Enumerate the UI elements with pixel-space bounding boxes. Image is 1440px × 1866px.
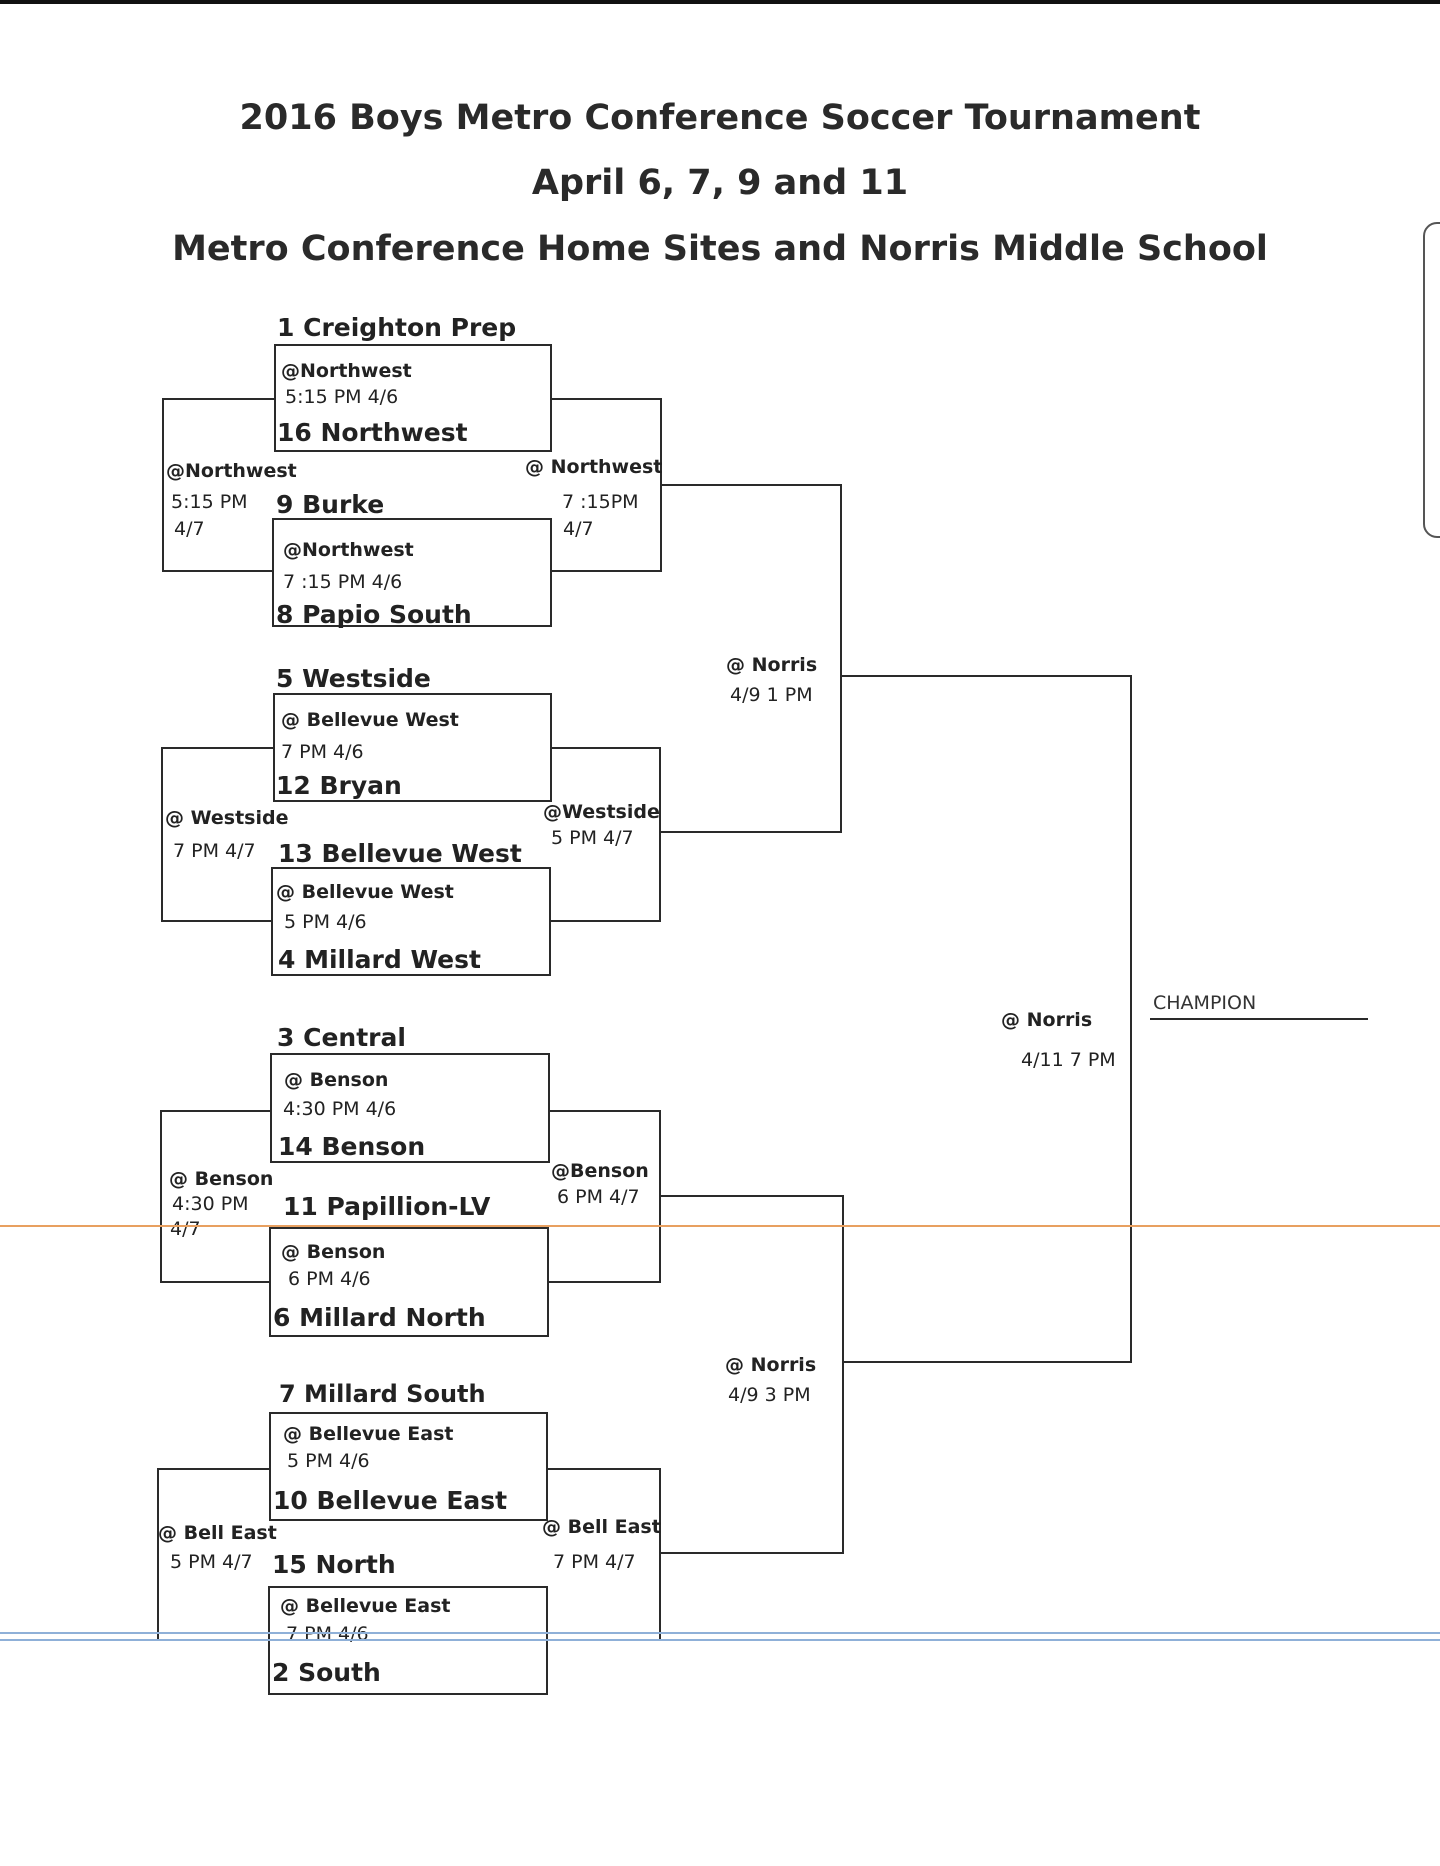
final-site: @ Norris — [1001, 1009, 1093, 1031]
tournament-venue: Metro Conference Home Sites and Norris Middle School — [172, 229, 1268, 269]
match-site: @Northwest — [281, 360, 412, 382]
seed-3-team: 3 Central — [277, 1023, 406, 1052]
round2-time: 7 :15PM — [562, 491, 639, 513]
round2-site: @Westside — [543, 801, 660, 823]
seed-7-team: 7 Millard South — [279, 1380, 486, 1408]
semifinal-time: 4/9 3 PM — [728, 1384, 811, 1406]
round2-time: 7 PM 4/7 — [173, 840, 256, 862]
round2-site: @ Benson — [169, 1168, 274, 1190]
scan-line — [0, 1639, 1440, 1641]
match-time: 7 PM 4/6 — [286, 1623, 369, 1645]
round2-time: 5 PM 4/7 — [170, 1551, 253, 1573]
round2-date: 4/7 — [170, 1218, 201, 1240]
seed-13-team: 13 Bellevue West — [278, 839, 522, 868]
seed-8-team: 8 Papio South — [276, 600, 472, 629]
round2-site: @ Bell East — [542, 1516, 661, 1538]
match-time: 5:15 PM 4/6 — [285, 386, 399, 408]
round2-time: 5:15 PM — [171, 491, 248, 513]
round2-date: 4/7 — [563, 518, 594, 540]
match-time: 7 :15 PM 4/6 — [283, 571, 403, 593]
champion-label: CHAMPION — [1153, 992, 1257, 1014]
seed-15-team: 15 North — [272, 1550, 396, 1579]
semifinal-time: 4/9 1 PM — [730, 684, 813, 706]
round2-time: 4:30 PM — [172, 1193, 249, 1215]
match-time: 4:30 PM 4/6 — [283, 1098, 397, 1120]
round2-site: @ Westside — [165, 807, 289, 829]
final-time: 4/11 7 PM — [1021, 1049, 1116, 1071]
round2-date: 4/7 — [174, 518, 205, 540]
match-site: @Northwest — [283, 539, 414, 561]
seed-14-team: 14 Benson — [278, 1132, 426, 1161]
match-site: @ Bellevue East — [283, 1423, 454, 1445]
match-site: @ Bellevue East — [280, 1595, 451, 1617]
bracket-connector — [552, 399, 661, 571]
bracket-connector — [162, 748, 273, 921]
seed-1-team: 1 Creighton Prep — [277, 313, 517, 342]
round2-time: 5 PM 4/7 — [551, 827, 634, 849]
seed-4-team: 4 Millard West — [278, 945, 481, 974]
match-time: 5 PM 4/6 — [284, 911, 367, 933]
tournament-title: 2016 Boys Metro Conference Soccer Tournament — [239, 98, 1201, 138]
round2-site: @ Bell East — [158, 1522, 277, 1544]
seed-11-team: 11 Papillion-LV — [283, 1192, 491, 1221]
semifinal-site: @ Norris — [726, 654, 818, 676]
scan-line — [0, 1632, 1440, 1634]
scan-line — [0, 1225, 1440, 1227]
round2-site: @ Northwest — [525, 456, 663, 478]
semifinal-site: @ Norris — [725, 1354, 817, 1376]
seed-6-team: 6 Millard North — [273, 1303, 486, 1332]
match-time: 5 PM 4/6 — [287, 1450, 370, 1472]
seed-16-team: 16 Northwest — [277, 418, 468, 447]
match-time: 7 PM 4/6 — [281, 741, 364, 763]
match-time: 6 PM 4/6 — [288, 1268, 371, 1290]
bracket-connector — [163, 399, 274, 571]
round2-time: 7 PM 4/7 — [553, 1551, 636, 1573]
round2-site: @Northwest — [166, 460, 297, 482]
tournament-dates: April 6, 7, 9 and 11 — [531, 163, 909, 203]
seed-9-team: 9 Burke — [276, 490, 385, 519]
seed-2-team: 2 South — [272, 1658, 381, 1687]
match-site: @ Bellevue West — [276, 881, 454, 903]
match-site: @ Bellevue West — [281, 709, 459, 731]
match-site: @ Benson — [281, 1241, 386, 1263]
seed-12-team: 12 Bryan — [276, 771, 402, 800]
seed-10-team: 10 Bellevue East — [273, 1486, 508, 1515]
round2-time: 6 PM 4/7 — [557, 1186, 640, 1208]
seed-5-team: 5 Westside — [276, 664, 431, 693]
round2-site: @Benson — [551, 1160, 649, 1182]
match-site: @ Benson — [284, 1069, 389, 1091]
